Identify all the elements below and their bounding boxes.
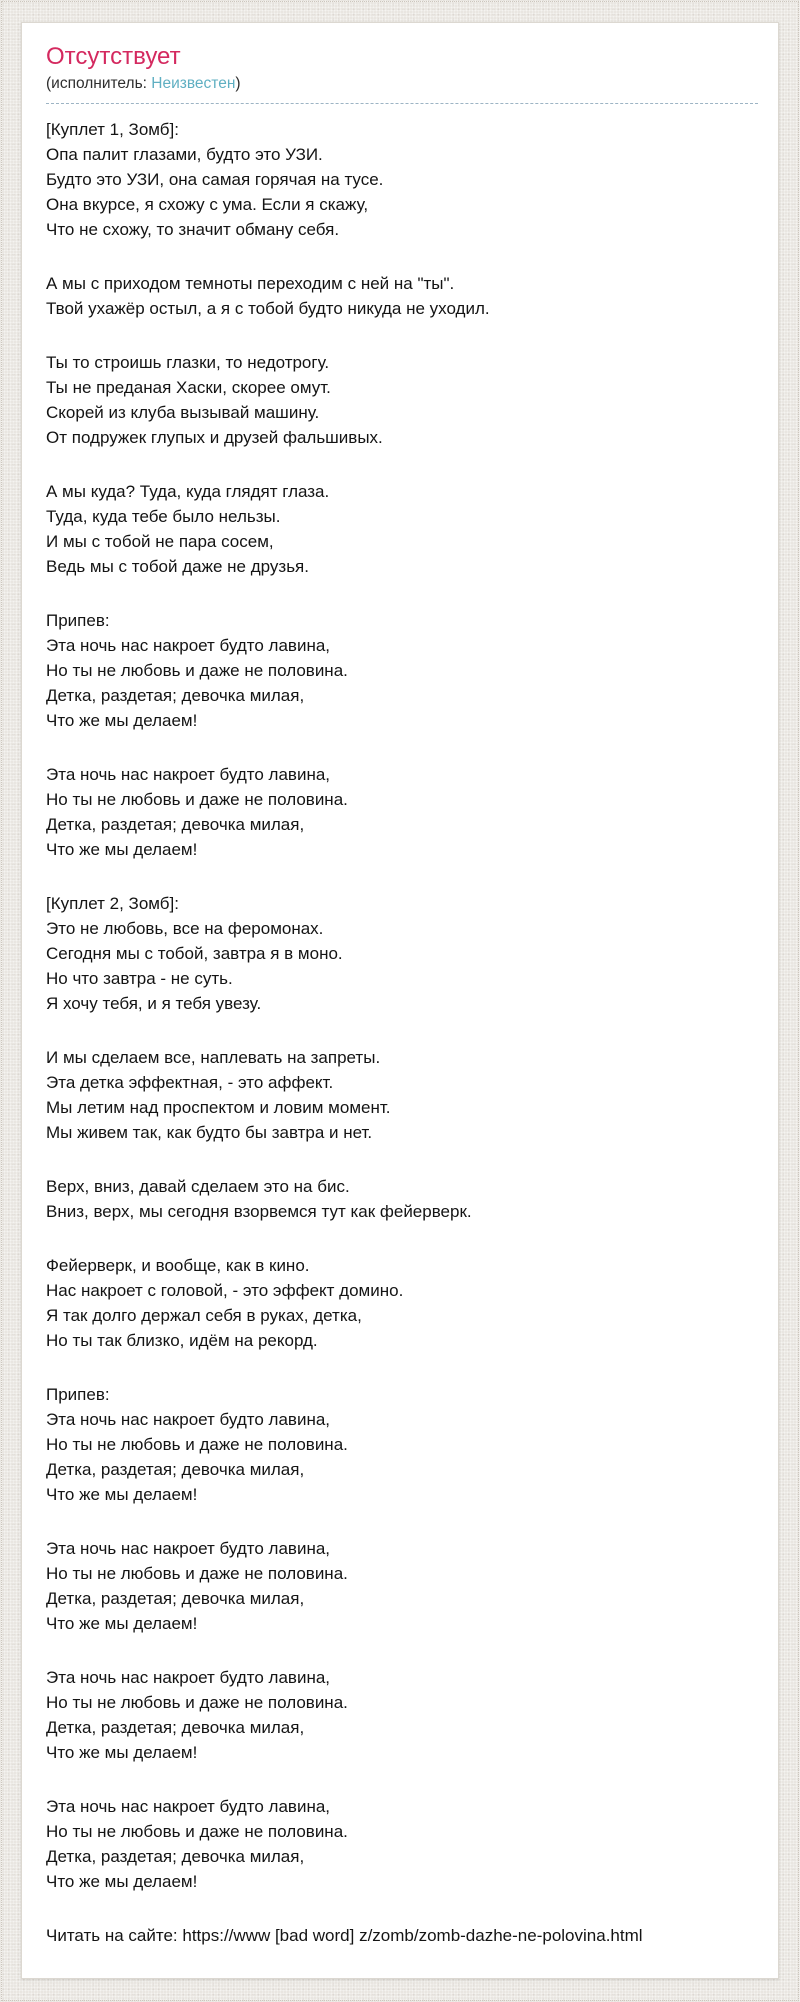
lyric-line: А мы с приходом темноты переходим с ней на "ты". — [46, 274, 455, 293]
lyric-line: Сегодня мы с тобой, завтра я в моно. — [46, 944, 343, 963]
lyric-line: Детка, раздетая; девочка милая, — [46, 686, 305, 705]
lyric-line: Скорей из клуба вызывай машину. — [46, 403, 320, 422]
lyric-line: Но ты не любовь и даже не половина. — [46, 1435, 348, 1454]
lyric-line: Но ты не любовь и даже не половина. — [46, 790, 348, 809]
lyric-line: Припев: — [46, 611, 110, 630]
lyric-line: Но ты так близко, идём на рекорд. — [46, 1331, 318, 1350]
lyrics-stanza — [46, 1382, 758, 1507]
lyrics-stanza — [46, 608, 758, 733]
lyric-line: Верх, вниз, давай сделаем это на бис. — [46, 1177, 350, 1196]
lyric-line: Припев: — [46, 1385, 110, 1404]
song-title: Отсутствует — [46, 43, 181, 70]
lyric-line: [Куплет 1, Зомб]: — [46, 120, 179, 139]
lyrics-stanza — [46, 1536, 758, 1636]
lyric-line: Что же мы делаем! — [46, 840, 198, 859]
artist-label-close: ) — [235, 75, 241, 92]
lyrics-stanza — [46, 1174, 758, 1224]
lyric-line: Вниз, верх, мы сегодня взорвемся тут как фейерверк. — [46, 1202, 472, 1221]
lyric-line: Детка, раздетая; девочка милая, — [46, 1847, 305, 1866]
lyric-line: Эта ночь нас накроет будто лавина, — [46, 636, 331, 655]
lyrics-card — [21, 22, 779, 1979]
lyrics-stanza — [46, 1794, 758, 1894]
lyric-line: Эта ночь нас накроет будто лавина, — [46, 1797, 331, 1816]
lyric-line: Эта ночь нас накроет будто лавина, — [46, 1668, 331, 1687]
lyric-line: Что же мы делаем! — [46, 1614, 198, 1633]
lyrics-stanza — [46, 479, 758, 579]
lyric-line: Детка, раздетая; девочка милая, — [46, 815, 305, 834]
lyric-line: Ты не преданая Хаски, скорее омут. — [46, 378, 331, 397]
lyric-line: Ты то строишь глазки, то недотрогу. — [46, 353, 330, 372]
lyric-line: Эта детка эффектная, - это аффект. — [46, 1073, 334, 1092]
lyrics-stanza — [46, 891, 758, 1016]
lyric-line: Я так долго держал себя в руках, детка, — [46, 1306, 362, 1325]
lyrics-stanza — [46, 350, 758, 450]
lyrics-stanza — [46, 762, 758, 862]
lyric-line: А мы куда? Туда, куда глядят глаза. — [46, 482, 330, 501]
lyric-line: Что же мы делаем! — [46, 711, 198, 730]
artist-row — [46, 74, 758, 104]
lyric-line: Мы живем так, как будто бы завтра и нет. — [46, 1123, 373, 1142]
lyric-line: Что же мы делаем! — [46, 1872, 198, 1891]
lyric-line: Но ты не любовь и даже не половина. — [46, 1564, 348, 1583]
lyric-line: Будто это УЗИ, она самая горячая на тусе. — [46, 170, 384, 189]
lyric-line: От подружек глупых и друзей фальшивых. — [46, 428, 383, 447]
lyric-line: Детка, раздетая; девочка милая, — [46, 1460, 305, 1479]
lyric-line: Нас накроет с головой, - это эффект домино. — [46, 1281, 404, 1300]
lyric-line: Но ты не любовь и даже не половина. — [46, 661, 348, 680]
lyrics-text — [46, 117, 758, 1894]
lyrics-stanza — [46, 1253, 758, 1353]
lyric-line: Мы летим над проспектом и ловим момент. — [46, 1098, 391, 1117]
lyric-line: Детка, раздетая; девочка милая, — [46, 1589, 305, 1608]
lyric-line: Это не любовь, все на феромонах. — [46, 919, 324, 938]
artist-label: (исполнитель: — [46, 75, 147, 92]
lyric-line: Фейерверк, и вообще, как в кино. — [46, 1256, 310, 1275]
lyric-line: Что не схожу, то значит обману себя. — [46, 220, 340, 239]
artist-link[interactable]: Неизвестен — [151, 75, 236, 92]
lyric-line: Туда, куда тебе было нельзы. — [46, 507, 281, 526]
lyrics-stanza — [46, 1665, 758, 1765]
lyric-line: [Куплет 2, Зомб]: — [46, 894, 179, 913]
lyric-line: Твой ухажёр остыл, а я с тобой будто никуда не уходил. — [46, 299, 490, 318]
lyric-line: Эта ночь нас накроет будто лавина, — [46, 1539, 331, 1558]
lyrics-stanza — [46, 1045, 758, 1145]
lyric-line: Я хочу тебя, и я тебя увезу. — [46, 994, 262, 1013]
lyric-line: Что же мы делаем! — [46, 1485, 198, 1504]
lyric-line: Но что завтра - не суть. — [46, 969, 233, 988]
lyric-line: Эта ночь нас накроет будто лавина, — [46, 1410, 331, 1429]
lyric-line: Эта ночь нас накроет будто лавина, — [46, 765, 331, 784]
read-on-site-line: Читать на сайте: https://www [bad word] z/zomb/zomb-dazhe-ne-polovina.html — [46, 1926, 643, 1945]
lyric-line: Ведь мы с тобой даже не друзья. — [46, 557, 309, 576]
lyric-line: Опа палит глазами, будто это УЗИ. — [46, 145, 323, 164]
lyrics-stanza — [46, 271, 758, 321]
lyric-line: Но ты не любовь и даже не половина. — [46, 1822, 348, 1841]
lyric-line: Но ты не любовь и даже не половина. — [46, 1693, 348, 1712]
lyric-line: И мы сделаем все, наплевать на запреты. — [46, 1048, 381, 1067]
lyric-line: Детка, раздетая; девочка милая, — [46, 1718, 305, 1737]
lyric-line: И мы с тобой не пара сосем, — [46, 532, 274, 551]
lyric-line: Она вкурсе, я схожу с ума. Если я скажу, — [46, 195, 369, 214]
lyrics-stanza — [46, 117, 758, 242]
lyric-line: Что же мы делаем! — [46, 1743, 198, 1762]
